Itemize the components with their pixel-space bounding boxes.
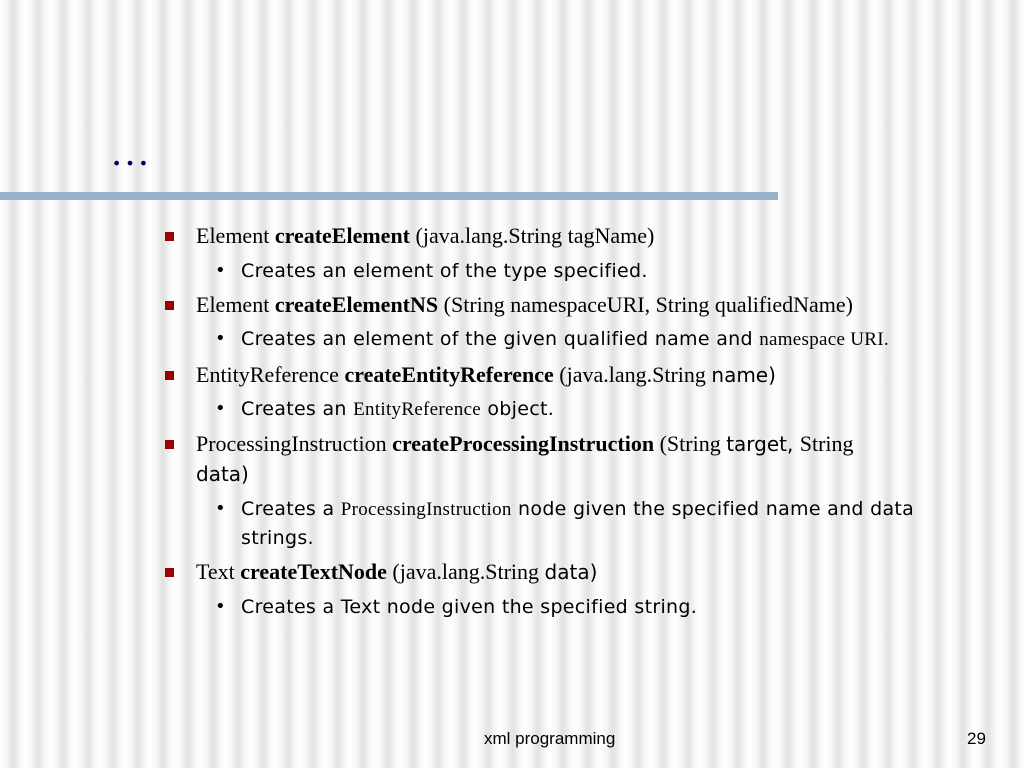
return-type: Element <box>196 292 275 317</box>
dot-bullet-icon: • <box>215 498 226 519</box>
dot-bullet-icon: • <box>215 328 226 349</box>
method-description: • Creates an element of the given qualified name and namespace URI. <box>241 325 991 354</box>
method-name: createElement <box>274 223 411 248</box>
dot-bullet-icon: • <box>215 260 226 281</box>
method-name: createProcessingInstruction <box>392 431 655 456</box>
method-params: (java.lang.String <box>553 362 712 387</box>
square-bullet-icon <box>165 568 174 577</box>
method-item <box>196 290 986 320</box>
square-bullet-icon <box>165 371 174 380</box>
method-description: • Creates a ProcessingInstruction node given the specified name and data strings. <box>241 495 991 552</box>
return-type: Element <box>196 223 275 248</box>
method-description: • Creates a Text node given the specified string. <box>241 593 991 621</box>
method-name: createTextNode <box>240 559 387 584</box>
method-description: • Creates an EntityReference object. <box>241 395 991 424</box>
dot-bullet-icon: • <box>215 596 226 617</box>
square-bullet-icon <box>165 440 174 449</box>
title-rule <box>0 192 778 200</box>
return-type: ProcessingInstruction <box>196 431 393 456</box>
method-item: EntityReference createEntityReference (java.lang.String name) <box>196 360 986 390</box>
square-bullet-icon <box>165 301 174 310</box>
return-type: EntityReference <box>196 362 345 387</box>
method-name: createElementNS <box>274 292 439 317</box>
method-params: (java.lang.String <box>386 559 545 584</box>
slide-title: … <box>110 129 152 174</box>
method-item: ProcessingInstruction createProcessingInstruction (String target, String data) <box>196 429 986 489</box>
method-description: • Creates an element of the type specified. <box>241 257 991 285</box>
method-params: (String <box>654 431 727 456</box>
page-number: 29 <box>967 729 986 748</box>
method-params: (java.lang.String tagName) <box>410 223 655 248</box>
method-item: Text createTextNode (java.lang.String data) <box>196 557 986 587</box>
dot-bullet-icon: • <box>215 398 226 419</box>
square-bullet-icon <box>165 232 174 241</box>
method-item <box>196 221 986 251</box>
method-params: (String namespaceURI, String qualifiedName) <box>438 292 853 317</box>
return-type: Text <box>196 559 241 584</box>
method-name: createEntityReference <box>344 362 554 387</box>
footer-text: xml programming <box>484 729 616 748</box>
